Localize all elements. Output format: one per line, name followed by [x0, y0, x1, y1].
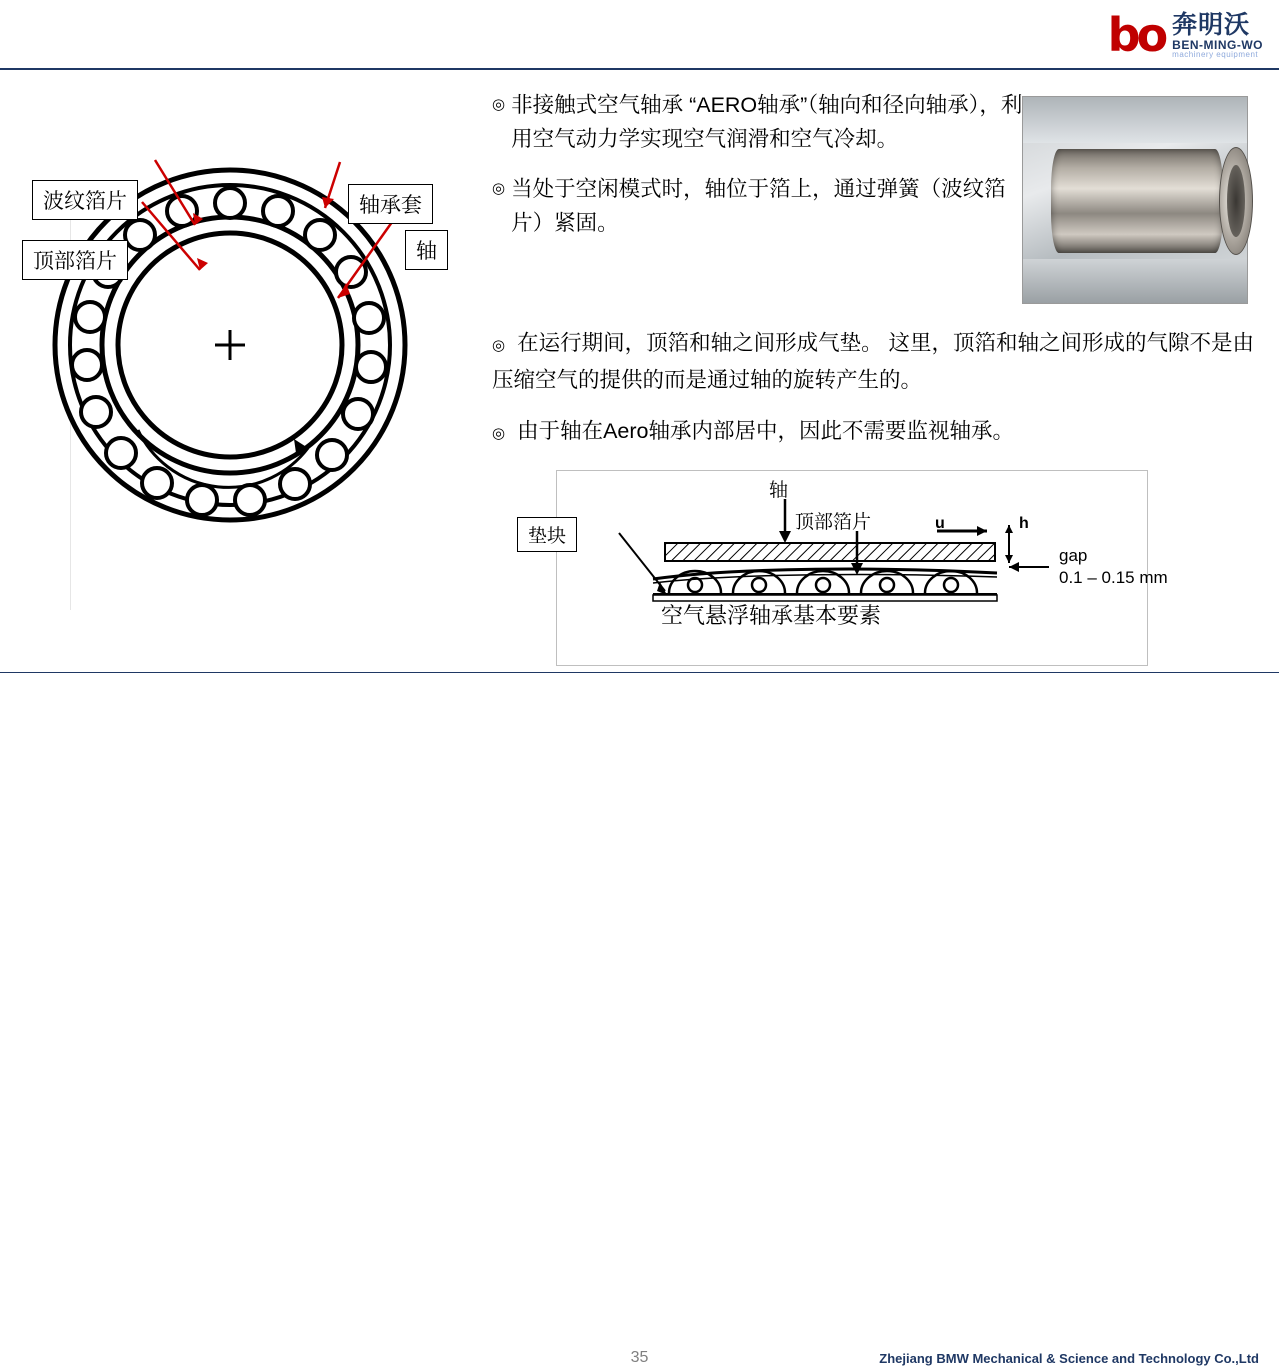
- figure-label-h: h: [1019, 515, 1029, 532]
- figure-label-pad: 垫块: [517, 517, 577, 552]
- footer: [0, 673, 1279, 1366]
- callout-top-foil: 顶部箔片: [22, 240, 128, 280]
- bullet-item: [492, 88, 1032, 156]
- bullet-text: 在运行期间，顶箔和轴之间形成气垫。 这里，顶箔和轴之间形成的气隙不是由压缩空气的提供的而是通过轴的旋转产生的。: [492, 331, 1255, 392]
- figure-gap-line1: gap: [1059, 546, 1088, 565]
- photo-sleeve-bore: [1227, 165, 1245, 237]
- figure-label-shaft: 轴: [769, 480, 789, 501]
- figure-caption: 空气悬浮轴承基本要素: [661, 603, 882, 628]
- figure-label-gap: [1059, 545, 1168, 589]
- logo-english-name: BEN-MING-WO: [1172, 37, 1263, 52]
- bullet-marker-icon: ◎: [492, 96, 506, 113]
- callout-shaft: 轴: [405, 230, 448, 270]
- callout-wave-foil: 波纹箔片: [32, 180, 138, 220]
- header-divider: [0, 68, 1279, 70]
- bullet-item-wide: [492, 414, 1272, 451]
- bearing-cross-section-diagram: [10, 80, 490, 640]
- logo-text-group: [1172, 12, 1263, 59]
- callout-bearing-sleeve: 轴承套: [348, 184, 433, 224]
- figure-label-top-foil: 顶部箔片: [795, 512, 872, 533]
- logo-tagline: machinery equipment: [1172, 50, 1259, 60]
- bullet-marker-icon: ◎: [492, 425, 506, 442]
- air-bearing-schematic: [528, 470, 1168, 666]
- logo-mark-icon: bo: [1107, 8, 1165, 63]
- photo-background-bottom: [1023, 259, 1247, 303]
- footer-company-name: Zhejiang BMW Mechanical & Science and Technology Co.,Ltd: [879, 1351, 1259, 1366]
- bearing-sleeve-photo: [1022, 96, 1248, 304]
- figure-label-u: u: [935, 515, 945, 532]
- bullet-item: [492, 172, 1032, 240]
- bullet-list: [492, 88, 1032, 256]
- bullet-item-wide: [492, 326, 1272, 397]
- page-number: 35: [630, 1349, 649, 1366]
- logo-chinese-name: 奔明沃: [1172, 11, 1251, 40]
- photo-sleeve-body: [1051, 149, 1223, 253]
- company-logo: [1033, 8, 1263, 64]
- figure-gap-line2: 0.1 – 0.15 mm: [1059, 568, 1168, 587]
- bullet-text: 由于轴在Aero轴承内部居中，因此不需要监视轴承。: [517, 419, 1014, 443]
- bullet-marker-icon: ◎: [492, 180, 506, 197]
- bullet-text: 非接触式空气轴承 “AERO轴承”（轴向和径向轴承），利用空气动力学实现空气润滑和空气冷却。: [511, 93, 1023, 151]
- bullet-marker-icon: ◎: [492, 337, 506, 354]
- photo-background-top: [1023, 97, 1247, 143]
- bullet-text: 当处于空闲模式时，轴位于箔上，通过弹簧（波纹箔片）紧固。: [511, 177, 1006, 235]
